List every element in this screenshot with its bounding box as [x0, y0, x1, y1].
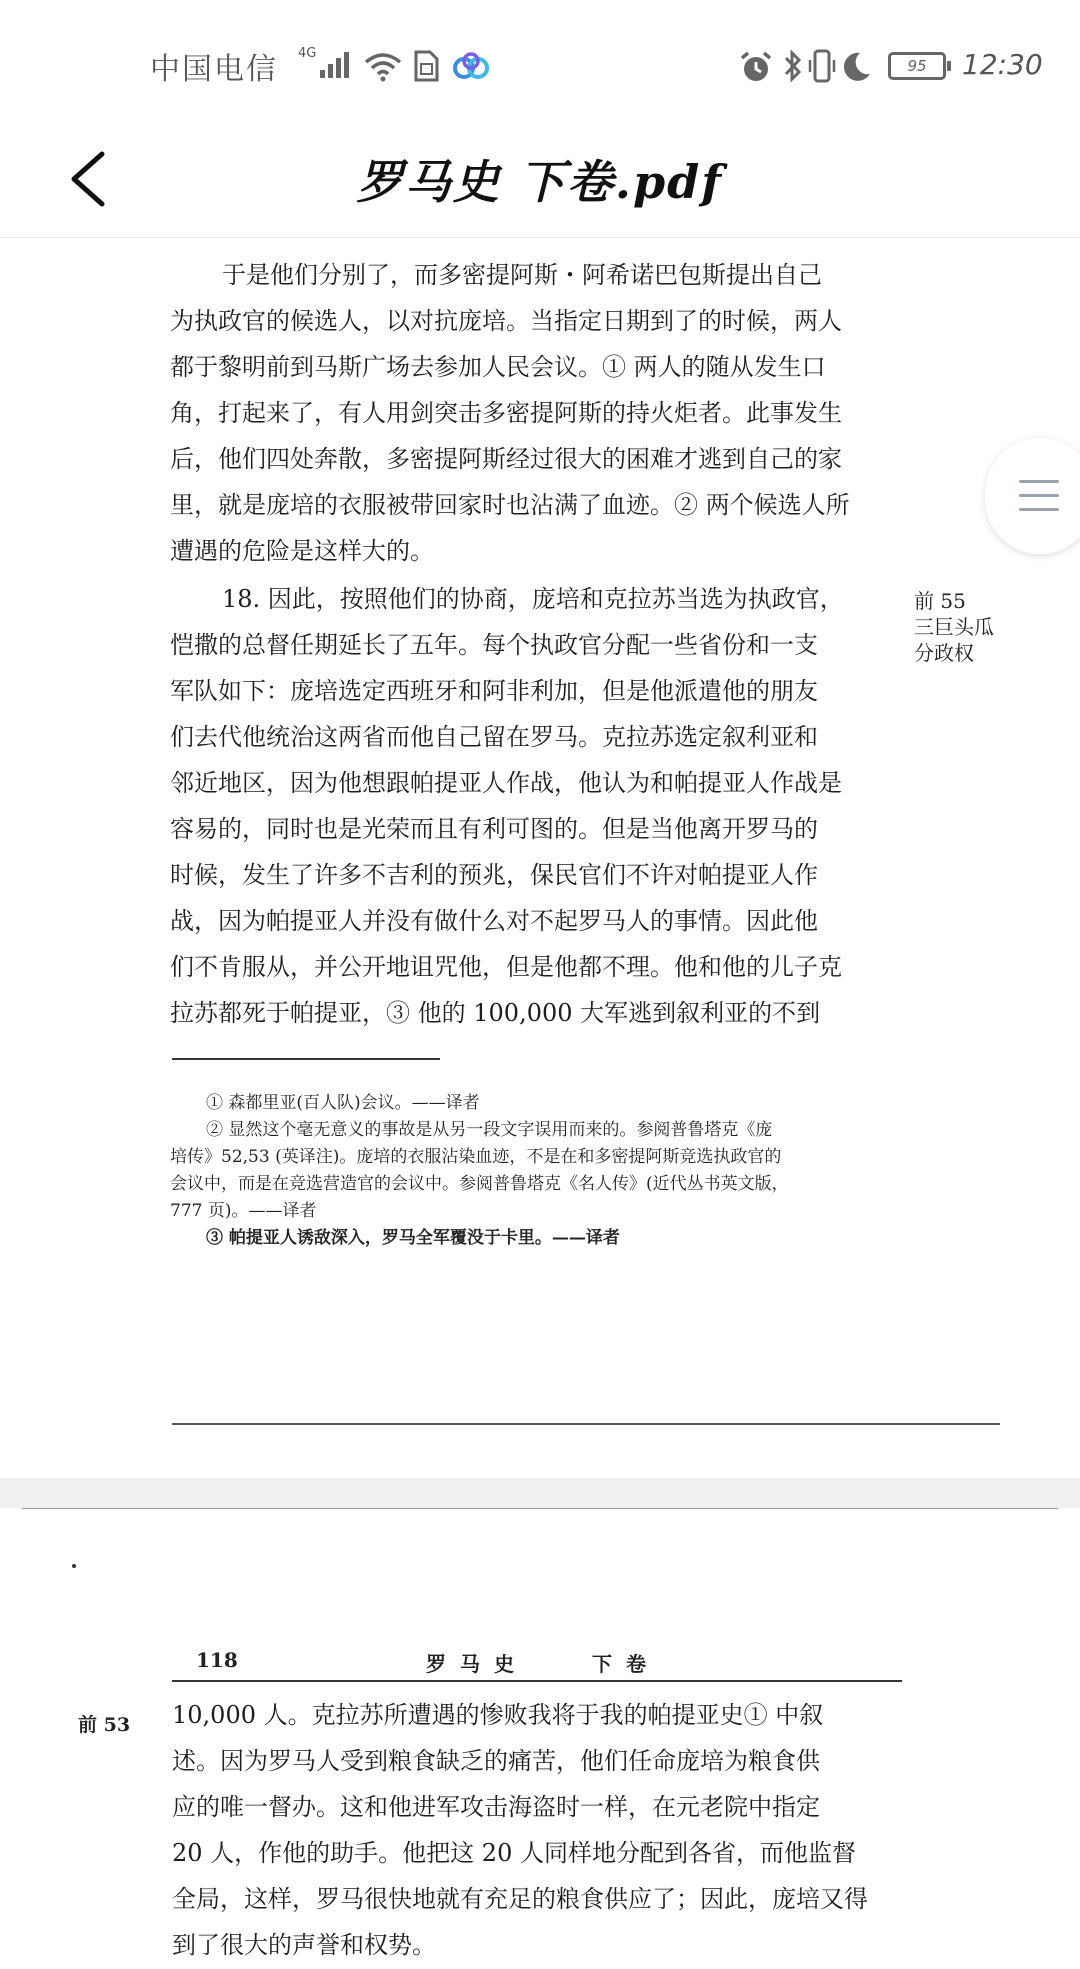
- battery-indicator: 95: [888, 52, 946, 80]
- text-line: 角，打起来了，有人用剑突击多密提阿斯的持火炬者。此事发生: [170, 399, 842, 427]
- footnote: ① 森都里亚(百人队)会议。——译者: [206, 1093, 480, 1113]
- text-line: 到了很大的声誉和权势。: [172, 1931, 436, 1959]
- side-menu-button[interactable]: [985, 438, 1080, 554]
- footnotes: [170, 1090, 900, 1252]
- margin-note: 前 53: [78, 1714, 131, 1736]
- title-bar: [0, 120, 1080, 238]
- paragraph: [170, 576, 900, 1036]
- margin-note: [914, 588, 994, 666]
- text-line: 述。因为罗马人受到粮食缺乏的痛苦，他们任命庞培为粮食供: [172, 1747, 820, 1775]
- menu-icon-bar: [1019, 480, 1059, 483]
- text-line: 军队如下：庞培选定西班牙和阿非利加，但是他派遣他的朋友: [170, 677, 818, 705]
- signal-icon: [318, 50, 354, 80]
- text-line: 都于黎明前到马斯广场去参加人民会议。① 两人的随从发生口: [170, 353, 826, 381]
- running-header: [172, 1648, 902, 1676]
- footnote-continuation: 会议中，而是在竞选营造官的会议中。参阅普鲁塔克《名人传》(近代丛书英文版，: [170, 1174, 789, 1194]
- text-line: 容易的，同时也是光荣而且有利可图的。但是当他离开罗马的: [170, 815, 818, 843]
- text-line: 时候，发生了许多不吉利的预兆，保民官们不许对帕提亚人作: [170, 861, 818, 889]
- footnote-continuation: 培传》52,53 (英译注)。庞培的衣服沾染血迹，不是在和多密提阿斯竞选执政官的: [170, 1147, 782, 1167]
- page-number: 118: [196, 1648, 238, 1672]
- page-separator-line: [22, 1508, 1058, 1509]
- text-line: 邻近地区，因为他想跟帕提亚人作战，他认为和帕提亚人作战是: [170, 769, 842, 797]
- document-title: 罗马史 下卷.pdf: [356, 155, 724, 209]
- alarm-icon: [738, 50, 774, 84]
- status-bar: [0, 0, 1080, 120]
- sim-card-icon: [412, 50, 440, 82]
- text-line: 应的唯一督办。这和他进军攻击海盗时一样，在元老院中指定: [172, 1793, 820, 1821]
- margin-note-line: 三巨头瓜: [914, 615, 994, 639]
- footnote: ② 显然这个毫无意义的事故是从另一段文字误用而来的。参阅普鲁塔克《庞: [206, 1120, 773, 1140]
- running-header-title: 罗马史: [426, 1652, 528, 1676]
- text-line: 恺撒的总督任期延长了五年。每个执政官分配一些省份和一支: [170, 631, 818, 659]
- pdf-page: [0, 238, 1080, 1478]
- carrier-name: 中国电信: [150, 52, 278, 87]
- menu-icon-bar: [1019, 494, 1059, 497]
- text-line: 们去代他统治这两省而他自己留在罗马。克拉苏选定叙利亚和: [170, 723, 818, 751]
- paragraph: [172, 1692, 902, 1968]
- text-line: 全局，这样，罗马很快地就有充足的粮食供应了；因此，庞培又得: [172, 1885, 868, 1913]
- footnote-divider: [172, 1058, 440, 1060]
- text-line: 18. 因此，按照他们的协商，庞培和克拉苏当选为执政官，: [222, 585, 844, 613]
- text-line: 们不肯服从，并公开地诅咒他，但是他都不理。他和他的儿子克: [170, 953, 842, 981]
- menu-icon-bar: [1019, 508, 1059, 511]
- text-line: 10,000 人。克拉苏所遭遇的惨败我将于我的帕提亚史① 中叙: [172, 1701, 824, 1729]
- text-line: 遭遇的危险是这样大的。: [170, 537, 434, 565]
- scan-speck: [72, 1564, 76, 1568]
- text-line: 20 人，作他的助手。他把这 20 人同样地分配到各省，而他监督: [172, 1839, 856, 1867]
- pdf-page: [0, 1508, 1080, 1969]
- clock: 12:30: [962, 48, 1043, 81]
- margin-note-line: 分政权: [914, 641, 974, 665]
- text-line: 于是他们分别了，而多密提阿斯・阿希诺巴包斯提出自己: [222, 261, 822, 289]
- bluetooth-icon: [782, 48, 804, 84]
- footnote: ③ 帕提亚人诱敌深入，罗马全军覆没于卡里。——译者: [206, 1228, 620, 1248]
- do-not-disturb-moon-icon: [840, 50, 872, 84]
- page-gap: [0, 1478, 1080, 1508]
- cloud-sync-icon: [452, 52, 492, 80]
- text-line: 为执政官的候选人，以对抗庞培。当指定日期到了的时候，两人: [170, 307, 842, 335]
- page-bottom-rule: [172, 1423, 1000, 1425]
- vibrate-icon: [808, 48, 836, 84]
- text-line: 后，他们四处奔散，多密提阿斯经过很大的困难才逃到自己的家: [170, 445, 842, 473]
- text-line: 拉苏都死于帕提亚，③ 他的 100,000 大军逃到叙利亚的不到: [170, 999, 821, 1027]
- footnote-continuation: 777 页)。——译者: [170, 1201, 317, 1221]
- paragraph: [170, 252, 900, 574]
- wifi-icon: [362, 50, 404, 82]
- margin-note-line: 前 55: [914, 589, 966, 613]
- text-line: 战，因为帕提亚人并没有做什么对不起罗马人的事情。因此他: [170, 907, 818, 935]
- running-header-volume: 下卷: [592, 1652, 660, 1676]
- header-rule: [172, 1680, 902, 1682]
- text-line: 里，就是庞培的衣服被带回家时也沾满了血迹。② 两个候选人所: [170, 491, 850, 519]
- network-type: 4G: [298, 46, 317, 61]
